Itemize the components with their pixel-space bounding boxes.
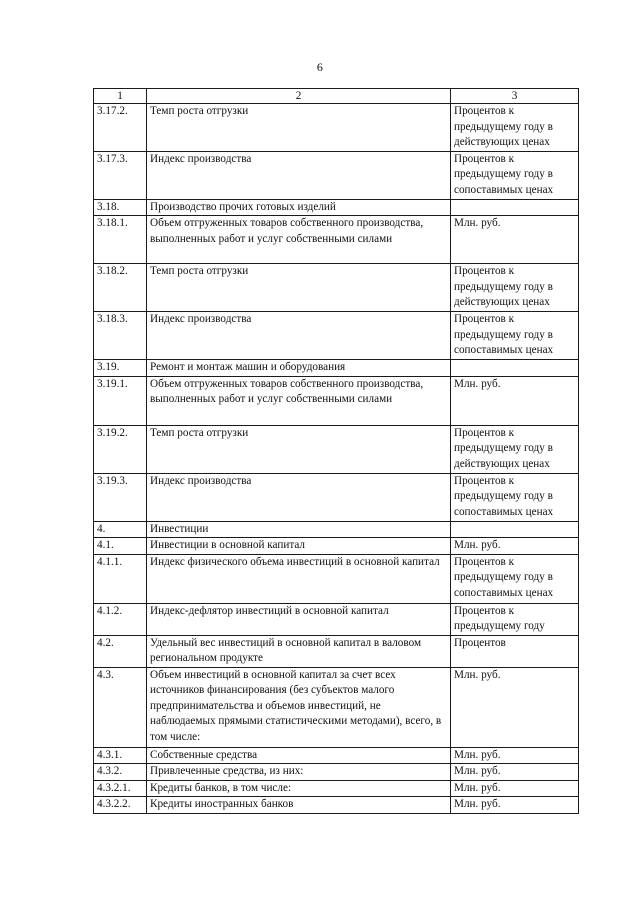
row-number: 4.3.1. [94,747,147,764]
table-row [94,216,579,264]
table-row [94,780,579,797]
table-row [94,199,579,216]
unit-of-measure: Млн. руб. [451,667,579,747]
row-number: 3.18.2. [94,264,147,312]
indicator-name: Производство прочих готовых изделий [147,199,451,216]
unit-of-measure: Млн. руб. [451,747,579,764]
table-row [94,635,579,667]
row-number: 3.19. [94,360,147,377]
indicator-name: Ремонт и монтаж машин и оборудования [147,360,451,377]
indicator-name: Объем отгруженных товаров собственного производства, выполненных работ и услуг собственными силами [147,216,451,264]
unit-of-measure: Млн. руб. [451,538,579,555]
table-body [94,104,579,814]
unit-of-measure: Млн. руб. [451,764,579,781]
header-col-1: 1 [94,89,147,104]
indicator-name: Объем инвестиций в основной капитал за счет всех источников финансирования (без субъектов малого предпринимательства и объемов инвестиций, не наблюдаемых прямыми статистическими методами), всего, в том числе: [147,667,451,747]
row-number: 4.3.2.2. [94,797,147,814]
header-col-3: 3 [451,89,579,104]
row-number: 3.19.2. [94,425,147,473]
row-number: 4.3.2. [94,764,147,781]
table-row [94,473,579,521]
indicator-name: Кредиты иностранных банков [147,797,451,814]
indicator-name: Собственные средства [147,747,451,764]
row-number: 3.18. [94,199,147,216]
indicator-name: Индекс производства [147,151,451,199]
unit-of-measure: Процентов к предыдущему году в сопоставимых ценах [451,312,579,360]
indicator-table [93,88,579,814]
page-number: 6 [316,60,324,74]
indicator-name: Индекс производства [147,312,451,360]
indicator-name: Темп роста отгрузки [147,264,451,312]
table-row [94,376,579,425]
unit-of-measure [451,521,579,538]
unit-of-measure: Млн. руб. [451,216,579,264]
unit-of-measure: Млн. руб. [451,797,579,814]
table-row [94,521,579,538]
indicator-name: Темп роста отгрузки [147,104,451,152]
header-col-2: 2 [147,89,451,104]
row-number: 4.1.1. [94,554,147,603]
unit-of-measure: Процентов к предыдущему году [451,603,579,635]
row-number: 3.17.3. [94,151,147,199]
indicator-name: Кредиты банков, в том числе: [147,780,451,797]
table-row [94,764,579,781]
row-number: 3.17.2. [94,104,147,152]
unit-of-measure: Процентов к предыдущему году в сопоставимых ценах [451,473,579,521]
table-row [94,603,579,635]
row-number: 3.18.3. [94,312,147,360]
unit-of-measure: Млн. руб. [451,780,579,797]
unit-of-measure [451,360,579,377]
indicator-name: Инвестиции [147,521,451,538]
unit-of-measure: Процентов к предыдущему году в сопоставимых ценах [451,151,579,199]
row-number: 3.19.3. [94,473,147,521]
unit-of-measure: Процентов к предыдущему году в действующих ценах [451,425,579,473]
unit-of-measure: Процентов к предыдущему году в сопоставимых ценах [451,554,579,603]
table-row [94,797,579,814]
indicator-name: Индекс производства [147,473,451,521]
table-row [94,104,579,152]
row-number: 3.19.1. [94,376,147,425]
table-row [94,554,579,603]
row-number: 4.1.2. [94,603,147,635]
table-row [94,425,579,473]
indicator-name: Объем отгруженных товаров собственного производства, выполненных работ и услуг собственными силами [147,376,451,425]
table-row [94,747,579,764]
row-number: 3.18.1. [94,216,147,264]
unit-of-measure: Процентов к предыдущему году в действующих ценах [451,264,579,312]
table-row [94,264,579,312]
table-row [94,538,579,555]
row-number: 4.3. [94,667,147,747]
indicator-name: Индекс-дефлятор инвестиций в основной капитал [147,603,451,635]
row-number: 4.3.2.1. [94,780,147,797]
unit-of-measure [451,199,579,216]
unit-of-measure: Процентов [451,635,579,667]
row-number: 4.2. [94,635,147,667]
table-row [94,360,579,377]
indicator-name: Индекс физического объема инвестиций в основной капитал [147,554,451,603]
table-row [94,312,579,360]
indicator-name: Темп роста отгрузки [147,425,451,473]
table-row [94,151,579,199]
indicator-name: Привлеченные средства, из них: [147,764,451,781]
table-row [94,667,579,747]
unit-of-measure: Процентов к предыдущему году в действующих ценах [451,104,579,152]
row-number: 4. [94,521,147,538]
indicator-name: Инвестиции в основной капитал [147,538,451,555]
header-row [94,89,579,104]
unit-of-measure: Млн. руб. [451,376,579,425]
row-number: 4.1. [94,538,147,555]
table-header [94,89,579,104]
indicator-name: Удельный вес инвестиций в основной капитал в валовом региональном продукте [147,635,451,667]
